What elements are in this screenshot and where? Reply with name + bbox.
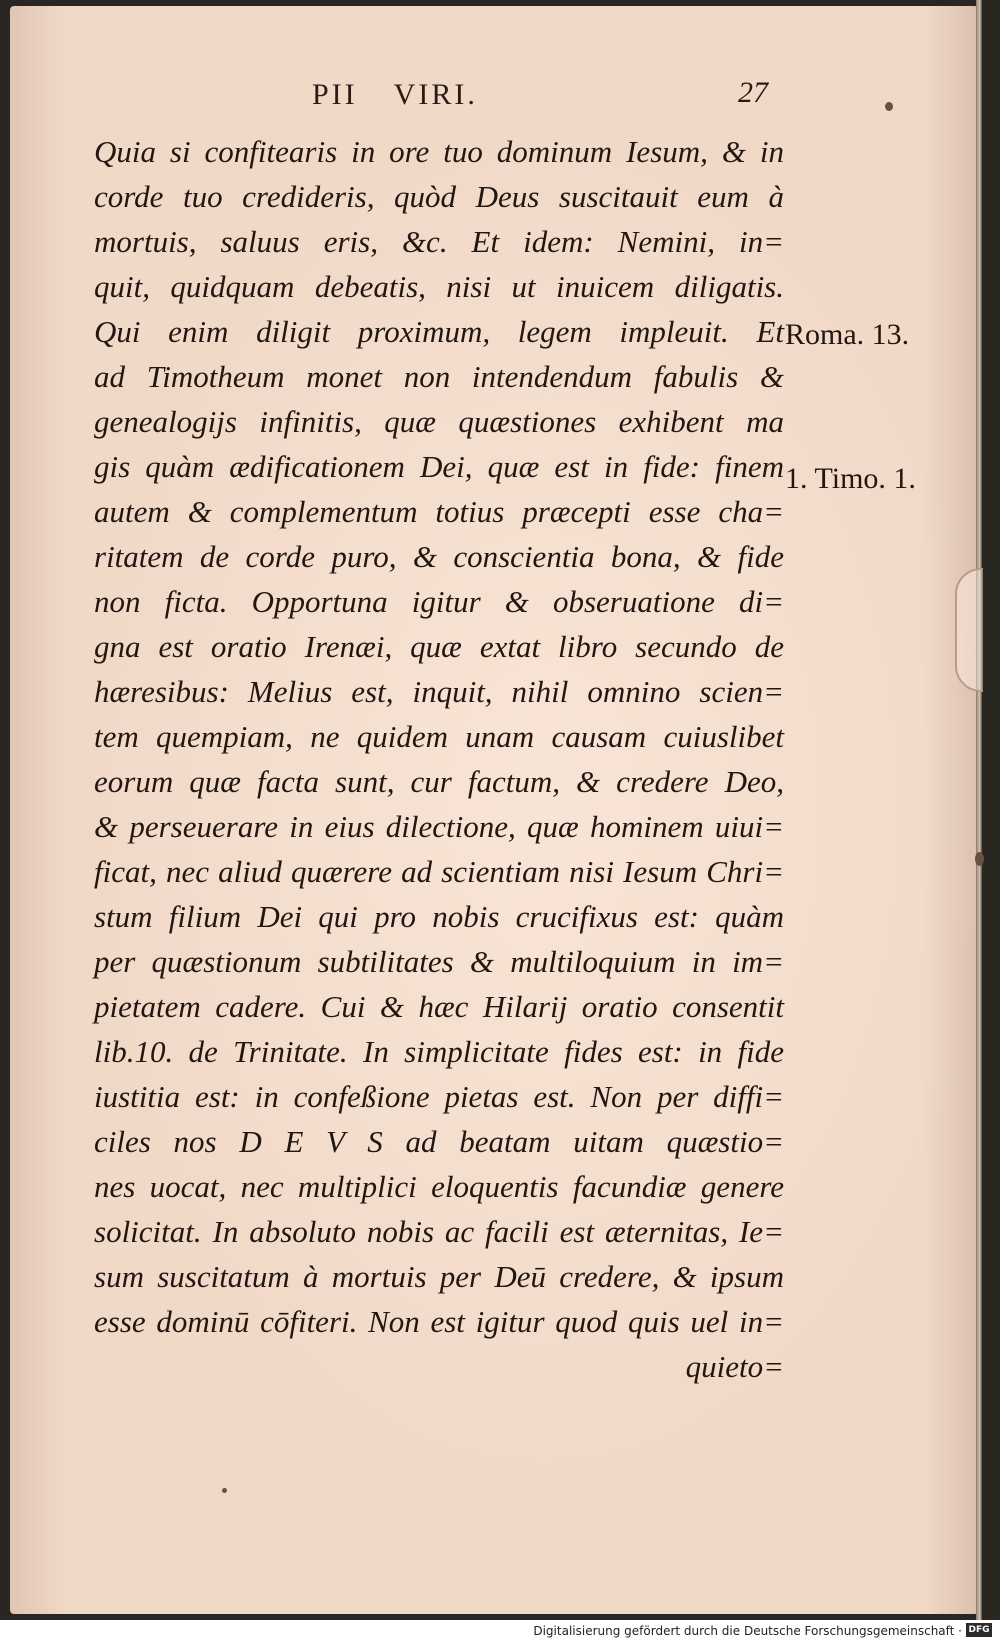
text-line: corde tuo credideris, quòd Deus suscitauit eum à: [94, 179, 784, 214]
text-line: ritatem de corde puro, & conscientia bona, & fide: [94, 539, 784, 574]
margin-note: Roma. 13.: [785, 318, 910, 351]
text-line: & perseuerare in eius dilectione, quæ hominem uiui=: [94, 809, 784, 844]
text-line: nes uocat, nec multiplici eloquentis facundiæ genere: [94, 1169, 784, 1204]
dfg-logo: DFG: [966, 1623, 992, 1637]
catchword: quieto=: [685, 1349, 784, 1384]
running-head-word: VIRI.: [393, 78, 478, 111]
text-line: genealogijs infinitis, quæ quæstiones exhibent ma: [94, 404, 784, 439]
page-header: [0, 78, 1000, 118]
text-line: solicitat. In absoluto nobis ac facili est æternitas, Ie=: [94, 1214, 784, 1249]
text-line: Quia si confitearis in ore tuo dominum Iesum, & in: [94, 134, 784, 169]
text-line: ciles nos D E V S ad beatam uitam quæstio=: [94, 1124, 784, 1159]
ink-spot: [222, 1488, 227, 1493]
running-head: [312, 78, 514, 112]
digitization-footer: [0, 1620, 1000, 1644]
text-line: eorum quæ facta sunt, cur factum, & credere Deo,: [94, 764, 784, 799]
margin-note: 1. Timo. 1.: [785, 462, 916, 495]
text-line: quit, quidquam debeatis, nisi ut inuicem diligatis.: [94, 269, 784, 304]
text-line: Qui enim diligit proximum, legem impleuit. Et: [94, 314, 784, 349]
text-line: hæresibus: Melius est, inquit, nihil omnino scien=: [94, 674, 784, 709]
text-line: stum filium Dei qui pro nobis crucifixus est: quàm: [94, 899, 784, 934]
text-line: iustitia est: in confeßione pietas est. Non per diffi=: [94, 1079, 784, 1114]
page-fold: [955, 568, 983, 692]
page-number: 27: [738, 76, 768, 109]
text-line: gis quàm ædificationem Dei, quæ est in fide: finem: [94, 449, 784, 484]
running-head-word: PII: [312, 78, 358, 111]
page-edge: [976, 0, 982, 1620]
text-line: ad Timotheum monet non intendendum fabulis &: [94, 359, 784, 394]
text-line: lib.10. de Trinitate. In simplicitate fides est: in fide: [94, 1034, 784, 1069]
ink-spot: [975, 852, 984, 866]
text-line: esse dominū cōfiteri. Non est igitur quod quis uel in=: [94, 1304, 784, 1339]
funding-credit: Digitalisierung gefördert durch die Deutsche Forschungsgemeinschaft ·: [533, 1624, 962, 1638]
text-line: ficat, nec aliud quærere ad scientiam nisi Iesum Chri=: [94, 854, 784, 889]
text-line: per quæstionum subtilitates & multiloquium in im=: [94, 944, 784, 979]
text-line: sum suscitatum à mortuis per Deū credere, & ipsum: [94, 1259, 784, 1294]
text-line: mortuis, saluus eris, &c. Et idem: Nemini, in=: [94, 224, 784, 259]
text-line: gna est oratio Irenæi, quæ extat libro secundo de: [94, 629, 784, 664]
text-line: pietatem cadere. Cui & hæc Hilarij oratio consentit: [94, 989, 784, 1024]
text-line: tem quempiam, ne quidem unam causam cuiuslibet: [94, 719, 784, 754]
text-line: non ficta. Opportuna igitur & obseruatione di=: [94, 584, 784, 619]
text-line: autem & complementum totius præcepti esse cha=: [94, 494, 784, 529]
